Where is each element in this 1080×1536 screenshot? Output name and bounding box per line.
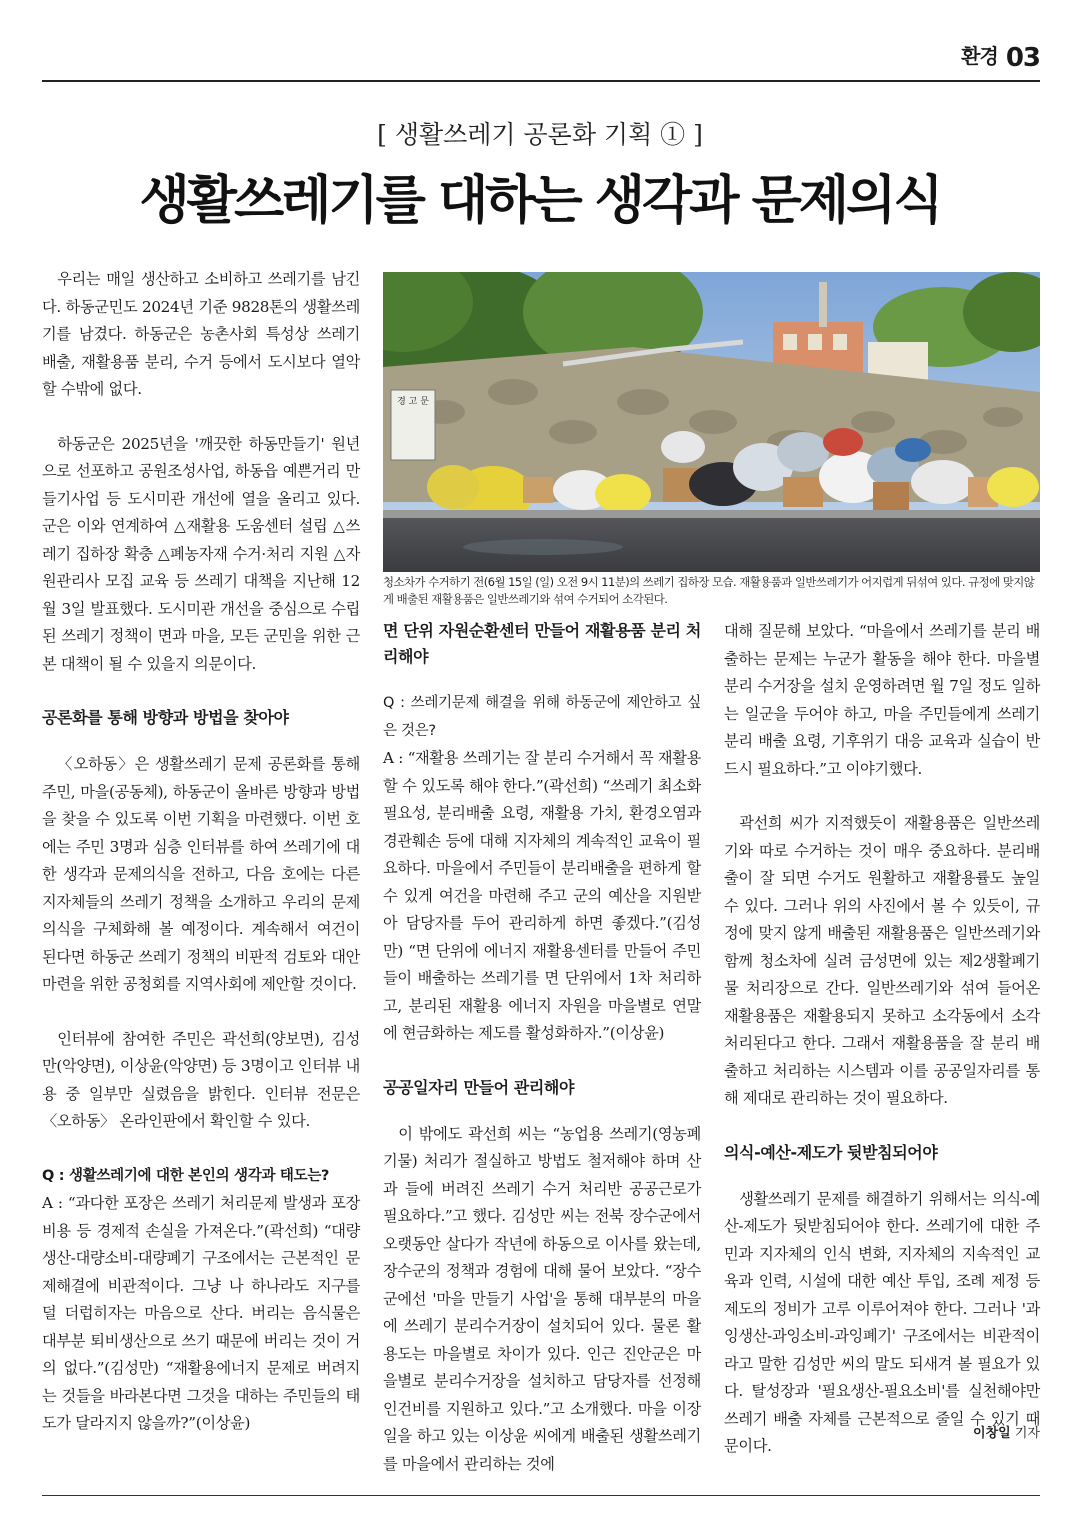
paragraph: 우리는 매일 생산하고 소비하고 쓰레기를 남긴다. 하동군민도 2024년 기준 9828톤의 생활쓰레기를 남겼다. 하동군은 농촌사회 특성상 쓰레기 배출, 재활용품 분리, 수거 등에서 도시보다 열악할 수밖에 없다.: [42, 270, 360, 398]
page-header: [42, 30, 1040, 82]
answer: A : “과다한 포장은 쓰레기 처리문제 발생과 포장비용 등 경제적 손실을 가져온다.”(곽선희) “대량생산-대량소비-대량폐기 구조에서는 근본적인 문제해결에 비관적이다. 그냥 나 하나라도 지구를 덜 더럽히자는 마음으로 산다. 버리는 음식물은 대부분 퇴비생산으로 쓰기 때문에 버리는 것이 거의 없다.”(김성만) “재활용에너지 문제로 버려지는 것들을 바라본다면 그것을 대하는 주민들의 태도가 달라지지 않을까?”(이상윤): [42, 1194, 360, 1432]
article-column-1: [42, 266, 360, 1438]
subheading: 의식-예산-제도가 뒷받침되어야: [724, 1142, 938, 1162]
reporter-role: 기자: [1014, 1426, 1040, 1441]
footer-rule: [42, 1495, 1040, 1496]
photo-garbage-site-icon: [383, 272, 1040, 572]
paragraph: 생활쓰레기 문제를 해결하기 위해서는 의식-예산-제도가 뒷받침되어야 한다. 쓰레기에 대한 주민과 지자체의 인식 변화, 지자체의 지속적인 교육과 인력, 시설에 대한 예산 투입, 조례 제정 등 제도의 정비가 고루 이루어져야 한다. 그러나 '과잉생산-과잉소비-과잉폐기' 구조에서는 비관적이라고 말한 김성만 씨의 말도 되새겨 볼 필요가 있다. 탈성장과 '필요생산-필요소비'를 실천해야만 쓰레기 배출 자체를 근본적으로 줄일 수 있기 때문이다.: [724, 1189, 1040, 1455]
subheading: 공론화를 통해 방향과 방법을 찾아야: [42, 708, 289, 727]
paragraph: 〈오하동〉은 생활쓰레기 문제 공론화를 통해 주민, 마을(공동체), 하동군이 올바른 방향과 방법을 찾을 수 있도록 이번 기획을 마련했다. 이번 호에는 주민 3명과 심층 인터뷰를 하여 쓰레기에 대한 생각과 문제의식을 전하고, 다음 호에는 다른 지자체들의 쓰레기 정책을 소개하고 우리의 문제의식을 구체화해 볼 예정이다. 계속해서 여건이 된다면 하동군 쓰레기 정책의 비판적 검토와 대안 마련을 위한 공청회를 지역사회에 제안할 것이다.: [42, 755, 360, 993]
photo-sign-text: 경 고 문: [397, 397, 429, 407]
paragraph: 인터뷰에 참여한 주민은 곽선희(양보면), 김성만(악양면), 이상윤(악양면) 등 3명이고 인터뷰 내용 중 일부만 실렸음을 밝힌다. 인터뷰 전문은 〈오하동〉 온라인판에서 확인할 수 있다.: [42, 1029, 360, 1130]
photo-caption: 청소차가 수거하기 전(6월 15일 (일) 오전 9시 11분)의 쓰레기 집하장 모습. 재활용품과 일반쓰레기가 어지럽게 뒤섞여 있다. 규정에 맞지않게 배출된 재활용품은 일반쓰레기와 섞여 수거되어 소각된다.: [383, 575, 1035, 606]
paragraph: 곽선희 씨가 지적했듯이 재활용품은 일반쓰레기와 따로 수거하는 것이 매우 중요하다. 분리배출이 잘 되면 수거도 원활하고 재활용률도 높일 수 있다. 그러나 위의 사진에서 볼 수 있듯이, 규정에 맞지 않게 배출된 재활용품은 일반쓰레기와 함께 청소차에 실려 금성면에 있는 제2생활폐기물 처리장으로 간다. 일반쓰레기와 섞여 들어온 재활용품은 재활용되지 못하고 소각동에서 소각 처리된다고 한다. 그래서 재활용품을 잘 분리 배출하고 처리하는 시스템과 이를 공공일자리를 통해 제대로 관리하는 것이 필요하다.: [724, 814, 1040, 1107]
subheading: 공공일자리 만들어 관리해야: [383, 1077, 575, 1097]
question: Q : 생활쓰레기에 대한 본인의 생각과 태도는?: [42, 1167, 330, 1184]
byline: [973, 1422, 1040, 1441]
paragraph: 하동군은 2025년을 '깨끗한 하동만들기' 원년으로 선포하고 공원조성사업, 하동읍 예쁜거리 만들기사업 등 도시미관 개선에 열을 올리고 있다. 군은 이와 연계하여 △재활용 도움센터 설립 △쓰레기 집하장 확충 △폐농자재 수거·처리 지원 △자원관리사 모집 교육 등 쓰레기 대책을 지난해 12월 3일 발표했다. 도시미관 개선을 중심으로 수립된 쓰레기 정책이 면과 마을, 모든 군민을 위한 근본 대책이 될 수 있을지 의문이다.: [42, 434, 360, 673]
garbage-site-photo: [383, 272, 1040, 572]
question: Q : 쓰레기문제 해결을 위해 하동군에 제안하고 싶은 것은?: [383, 695, 701, 739]
section-label: [961, 40, 1040, 73]
paragraph: 대해 질문해 보았다. “마을에서 쓰레기를 분리 배출하는 문제는 누군가 활동을 해야 한다. 마을별 분리 수거장을 설치 운영하려면 월 7일 정도 일하는 일군을 두어야 하고, 마을 주민들에게 쓰레기 분리 배출 요령, 기후위기 대응 교육과 실습이 반드시 필요하다.”고 이야기했다.: [724, 622, 1040, 778]
page-number: 03: [1005, 43, 1040, 73]
paragraph: 이 밖에도 곽선희 씨는 “농업용 쓰레기(영농폐기물) 처리가 절실하고 방법도 철저해야 하며 산과 들에 버려진 쓰레기 수거 처리반 공공근로가 필요하다.”고 했다. 김성만 씨는 전북 장수군에서 오랫동안 살다가 작년에 하동으로 이사를 왔는데, 장수군의 정책과 경험에 대해 물어 보았다. “장수군에선 '마을 만들기 사업'을 통해 대부분의 마을에 쓰레기 분리수거장이 설치되어 있다. 물론 활용도는 마을별로 차이가 있다. 인근 진안군은 마을별로 분리수거장을 설치하고 담당자를 선정해 인건비를 지원하고 있다.”고 소개했다. 마을 이장일을 하고 있는 이상윤 씨에게 배출된 생활쓰레기를 마을에서 관리하는 것에: [383, 1124, 701, 1473]
article-column-2: [383, 618, 701, 1505]
answer: A : “재활용 쓰레기는 잘 분리 수거해서 꼭 재활용할 수 있도록 해야 한다.”(곽선희) “쓰레기 최소화 필요성, 분리배출 요령, 재활용 가치, 환경오염과 경관훼손 등에 대해 지자체의 계속적인 교육이 필요하다. 마을에서 주민들이 분리배출을 편하게 할 수 있게 여건을 마련해 주고 군의 예산을 지원받아 담당자를 두어 관리하게 하면 좋겠다.”(김성만) “면 단위에 에너지 재활용센터를 만들어 주민들이 배출하는 쓰레기를 면 단위에서 1차 처리하고, 분리된 재활용 에너지 자원을 마을별로 연말에 현금화하는 제도를 활성화하자.”(이상윤): [383, 749, 701, 1042]
article-column-3: [724, 618, 1040, 1488]
series-kicker: [ 생활쓰레기 공론화 기획 ① ]: [377, 120, 703, 149]
section-name: 환경: [961, 44, 998, 68]
headline: 생활쓰레기를 대하는 생각과 문제의식: [139, 171, 941, 231]
subheading: 면 단위 자원순환센터 만들어 재활용품 분리 처리해야: [383, 621, 701, 666]
reporter-name: 이창일: [973, 1426, 1011, 1441]
